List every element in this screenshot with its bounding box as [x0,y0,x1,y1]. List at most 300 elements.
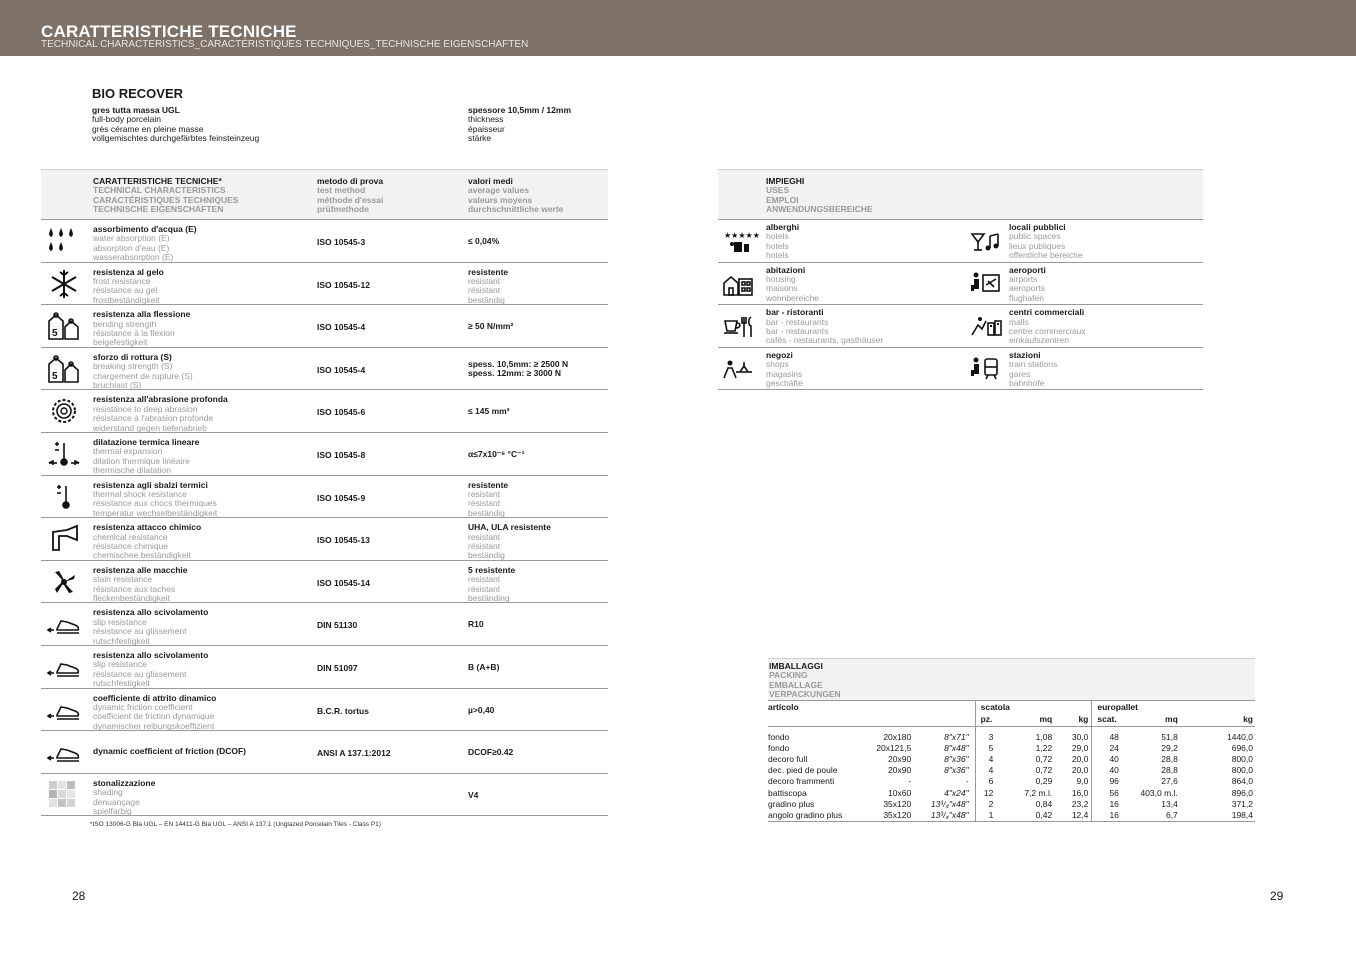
uses-header [718,169,1203,220]
tech-method: DIN 51097 [317,662,358,673]
uses-table [718,169,1203,390]
tech-row [41,731,608,774]
use-de: flughafen [1009,292,1044,303]
tech-method: ISO 10545-12 [317,279,370,290]
uses-row [718,263,1203,306]
box-kg: 30,0 [1071,731,1089,742]
article-name: gradino plus [768,798,815,809]
article-size: 35x120 [883,798,912,809]
label-en: bending strength [93,318,157,329]
packing-row [768,754,1255,765]
tech-label [93,608,208,646]
label-en: slip resistance [93,659,147,670]
pallet-kg: 371,2 [1231,798,1253,809]
pallet-sqm: 13,4 [1161,798,1178,809]
pallet-sqm: 28,8 [1161,765,1178,776]
pallet-boxes: 48 [1092,732,1125,743]
shoe-slip-icon [47,737,81,767]
packing-header-de: VERPACKUNGEN [769,689,841,700]
label-it: resistenza allo scivolamento [93,649,209,660]
header-title: CARATTERISTICHE TECNICHE [41,22,297,41]
material-fr: grès cérame en pleine masse [92,123,204,134]
sub-pz: pz. [975,714,999,727]
label-de: bruchlast (S) [93,380,142,390]
value-en: resistant [468,531,501,542]
tech-method: DIN 51130 [317,620,358,631]
box-pieces: 2 [975,799,999,810]
tech-row [41,646,608,689]
shoe-slip-icon [47,695,81,725]
uses-header-text [766,177,873,215]
use-fr: hotels [766,240,789,251]
label-fr: coefficient de friction dynamique [93,711,215,722]
uses-header-fr: EMPLOI [766,194,799,205]
article-size: 20x180 [883,731,912,742]
tech-method: ISO 10545-6 [317,407,366,418]
label-en: thermal shock resistance [93,488,188,499]
tech-label [93,747,246,756]
pallet-boxes: 56 [1092,788,1125,799]
tech-value: α≤7x10⁻⁶ °C⁻¹ [468,448,525,459]
label-it: resistenza all'abrasione profonda [93,394,228,405]
header-characteristics [93,177,238,215]
page-number-right: 29 [1270,889,1284,903]
tech-method: ANSI A 137.1:2012 [317,748,391,759]
pallet-kg: 896,0 [1231,787,1253,798]
article-size: 10x60 [888,787,912,798]
tech-row [41,518,608,561]
label-fr: résistance à la flexion [93,328,175,338]
material-it: gres tutta massa UGL [92,105,180,115]
article-name: decoro frammenti [768,776,835,787]
article-size: 20x90 [888,753,912,764]
label-en: chemical resistance [93,531,168,542]
packing-header-it: IMBALLAGGI [769,661,823,671]
box-sqm: 7,2 m.l. [1024,787,1053,798]
tech-row [41,220,608,263]
shop-icon [722,354,754,384]
value-en: resistant [468,574,501,585]
label-en: dynamic coefficient of friction (DCOF) [93,746,247,757]
tech-value [468,566,515,604]
use-de: hotels [766,250,789,261]
label-fr: résistance au gel [93,285,158,296]
water-drops-icon [47,226,81,256]
thickness-it: spessore 10,5mm / 12mm [468,105,572,115]
product-name: BIO RECOVER [92,86,184,101]
product-block [92,86,183,101]
house-icon [722,269,754,299]
weight-load-icon [47,311,81,341]
packing-row [768,765,1255,776]
thermometer-expansion-icon [47,439,81,469]
label-it: resistenza al gelo [93,266,164,277]
pallet-kg: 800,0 [1231,753,1253,764]
uses-row [718,220,1203,263]
header-values-en: average values [468,185,529,196]
airport-icon [970,269,1002,299]
tech-label [93,481,217,519]
box-kg: 20,0 [1071,753,1089,764]
label-en: frost resistance [93,276,151,286]
use-fr: bar - restaurants [766,326,829,336]
tech-method: B.C.R. tortus [317,705,369,716]
tech-method: ISO 10545-9 [317,492,366,503]
label-fr: chargement de rupture (S) [93,370,193,381]
tech-value: V4 [468,789,479,800]
pallet-boxes: 16 [1092,799,1125,810]
label-fr: résistance aux chocs thermiques [93,498,217,509]
label-de: rutschfestigkeit [93,678,150,689]
label-en: breaking strength (S) [93,361,173,372]
article-size: 20x121,5 [876,742,912,753]
label-it: resistenza attacco chimico [93,522,202,533]
packing-row [768,799,1255,810]
label-de: wasserabsorption (E) [93,252,174,263]
value-fr: résistant [468,540,501,551]
use-label [766,266,819,304]
box-sqm: 0,84 [1035,798,1053,809]
technical-table-header [41,169,608,220]
group-pallet: europallet [1092,701,1255,714]
use-en: bar - restaurants [766,316,829,327]
sub-kg2: kg [1178,714,1255,727]
page-number-left: 28 [72,889,86,903]
tech-row [41,689,608,732]
tech-row [41,263,608,306]
box-kg: 29,0 [1071,742,1089,753]
use-it: aeroporti [1009,264,1046,275]
use-it: locali pubblici [1009,222,1066,232]
label-en: stain resistance [93,574,153,585]
packing-row [768,788,1255,799]
packing-subheader [768,714,1255,727]
use-fr: aeroports [1009,283,1045,294]
group-box: scatola [975,701,1092,714]
svg-text:5: 5 [52,370,58,382]
box-kg: 16,0 [1071,787,1089,798]
label-de: chemischee beständigkeit [93,550,191,561]
pallet-kg: 696,0 [1231,742,1253,753]
pallet-boxes: 40 [1092,765,1125,776]
article-size: 20x90 [888,765,912,776]
cocktail-music-icon [970,226,1002,256]
uses-header-it: IMPIEGHI [766,176,805,186]
tech-row [41,476,608,519]
value-it: 5 resistente [468,564,516,575]
label-de: temperatur wechselbeständigkeit [93,507,218,518]
article-inch-size: 13³/₄"x48" [930,798,969,809]
use-en: hotels [766,231,789,242]
label-de: dynamischer reibungskoeffizient [93,720,215,731]
box-sqm: 1,22 [1035,742,1053,753]
value-line-2: spess. 12mm: ≥ 3000 N [468,368,562,379]
article-name: fondo [768,742,790,753]
use-de: cafés - restaurants, gasthäuser [766,335,884,346]
box-kg: 9,0 [1076,776,1089,787]
header-method-en: test method [317,185,366,196]
sub-mq2: mq [1125,714,1178,727]
stain-splash-icon [47,567,81,597]
use-de: wohnbereiche [766,292,819,303]
pallet-kg: 864,0 [1231,776,1253,787]
mall-icon [970,311,1002,341]
box-kg: 20,0 [1071,765,1089,776]
label-de: widerstand gegen tiefenabrieb [93,422,207,433]
pallet-sqm: 27,6 [1161,776,1178,787]
label-it: assorbimento d'acqua (E) [93,224,197,234]
use-label [1009,266,1046,304]
shading-squares-icon [47,780,81,810]
use-en: malls [1009,316,1029,327]
use-en: airports [1009,274,1038,284]
label-en: slip resistance [93,616,147,627]
pallet-sqm: 29,2 [1161,742,1178,753]
pallet-kg: 198,4 [1178,810,1255,822]
use-label [766,308,883,346]
packing-group-header [768,701,1255,714]
value-en: resistant [468,488,501,499]
header-method-de: prüfmethode [317,204,369,215]
label-fr: absorption d'eau (E) [93,242,170,253]
tech-value [468,360,568,379]
weight-load-icon [47,354,81,384]
header-band [0,0,1356,56]
pallet-boxes: 24 [1092,743,1125,754]
tech-value: R10 [468,619,484,630]
uses-row [718,348,1203,391]
label-it: sforzo di rottura (S) [93,351,172,362]
article-inch-size: 8"x36" [944,765,969,776]
use-en: train stations [1009,359,1058,370]
article-inch-size: 4"x24" [944,787,969,798]
tech-label [93,566,188,604]
thermometer-icon [47,482,81,512]
label-en: resistance to deep abrasion [93,403,198,414]
value-de: beständig [468,507,505,518]
packing-header-text [769,662,841,700]
use-de: offentliche bereiche [1009,250,1083,261]
tech-value: DCOF≥0.42 [468,747,514,758]
tech-value: µ>0,40 [468,704,495,715]
header-char-fr: CARACTÉRISTIQUES TECHNIQUES [93,194,239,205]
header-char-de: TECHNISCHE EIGENSCHAFTEN [93,204,224,215]
tech-row [41,774,608,817]
cup-cutlery-icon [722,311,754,341]
tech-method: ISO 10545-4 [317,364,366,375]
article-inch-size: - [965,776,969,787]
packing-row [768,732,1255,743]
label-de: spielfarbig [93,805,132,816]
article-inch-size: 13³/₄"x48" [911,810,975,822]
header-char-en: TECHNICAL CHARACTERISTICS [93,185,226,196]
article-inch-size: 8"x48" [944,742,969,753]
pallet-sqm: 403,0 m.l. [1140,787,1178,798]
train-station-icon [970,354,1002,384]
label-en: thermal expansion [93,446,163,457]
tech-row [41,603,608,646]
value-fr: résistant [468,583,501,594]
use-label [1009,351,1057,389]
value-fr: résistant [468,498,501,509]
pallet-kg: 1440,0 [1227,731,1253,742]
packing-row [768,743,1255,754]
box-sqm: 0,72 [1035,765,1053,776]
label-de: beigefestigkeit [93,337,148,348]
packing-table [768,658,1255,822]
article-name: dec. pied de poule [768,765,838,776]
article-size: 35x120 [865,810,911,822]
packing-header [768,658,1255,700]
header-values-fr: valeurs moyens [468,194,533,205]
box-pieces: 4 [975,765,999,776]
use-it: alberghi [766,222,800,232]
article-name: angolo gradino plus [768,810,865,822]
tech-label [93,779,155,817]
tech-label [93,523,201,561]
header-method-it: metodo di prova [317,176,384,186]
tech-value [468,481,508,519]
use-it: abitazioni [766,264,806,275]
label-fr: résistance chimique [93,540,169,551]
use-de: bahnhofe [1009,378,1045,388]
label-fr: dilation thermique linéaire [93,455,190,466]
label-it: coefficiente di attrito dinamico [93,692,217,703]
label-fr: résistance au glissement [93,668,187,679]
label-it: resistenza agli sbalzi termici [93,479,208,490]
svg-text:★★★★★: ★★★★★ [724,231,760,240]
label-de: fleckenbeständigkeit [93,592,171,603]
tech-row [41,433,608,476]
hotel-icon [722,226,760,256]
box-kg: 12,4 [1052,810,1092,822]
article-name: battiscopa [768,787,807,798]
header-values [468,177,563,215]
box-pieces: 12 [975,788,999,799]
tech-method: ISO 10545-4 [317,322,366,333]
tech-method: ISO 10545-8 [317,449,366,460]
product-material [92,106,259,144]
use-fr: magasins [766,368,803,379]
tech-value [468,268,508,306]
uses-header-de: ANWENDUNGSBEREICHE [766,204,873,215]
packing-header-en: PACKING [769,670,808,681]
uses-header-en: USES [766,185,790,196]
label-fr: denuançage [93,796,140,807]
packing-row [768,810,1255,822]
tech-label [93,353,193,391]
label-en: shading [93,787,123,798]
use-en: public spaces [1009,231,1061,242]
label-it: resistenza allo scivolamento [93,607,209,618]
value-fr: résistant [468,285,501,296]
label-it: resistenza alla flessione [93,309,191,320]
sub-scat: scat. [1092,714,1125,727]
article-size: - [908,776,912,787]
header-values-de: durchschnittliche werte [468,204,564,215]
pallet-kg: 800,0 [1231,765,1253,776]
label-it: dilatazione termica lineare [93,436,200,447]
tech-value: ≤ 145 mm³ [468,406,510,417]
use-label [1009,223,1083,261]
tech-value: ≤ 0,04% [468,236,500,246]
tech-label [93,225,197,263]
thickness-fr: épaisseur [468,123,505,134]
packing-row [768,776,1255,787]
header-method [317,177,383,215]
use-fr: maisons [766,283,798,294]
material-de: vollgemischtes durchgefärbtes feinsteinzeug [92,133,260,144]
packing-header-fr: EMBALLAGE [769,679,823,690]
shoe-slip-icon [47,609,81,639]
pallet-boxes: 96 [1092,776,1125,787]
tech-row [41,305,608,348]
header-values-it: valori medi [468,176,513,186]
pallet-sqm: 28,8 [1161,753,1178,764]
box-pieces: 1 [975,810,999,822]
use-de: geschäfte [766,378,803,388]
value-en: resistant [468,276,501,286]
box-pieces: 5 [975,743,999,754]
label-de: thermische dilatation [93,465,171,476]
tech-label [93,395,228,433]
use-en: shops [766,359,789,370]
uses-row [718,305,1203,348]
box-sqm: 0,72 [1035,753,1053,764]
tech-label [93,310,190,348]
label-it: resistenza alle macchie [93,564,188,575]
material-en: full-body porcelain [92,114,161,125]
label-en: dynamic friction coefficient [93,701,193,712]
use-it: bar - ristoranti [766,307,824,318]
tech-footnote: *ISO 13006-G Bla UGL – EN 14411-G Bla UGL – ANSI A 137.1 (Unglazed Porcelain Tiles - Class P1) [90,821,381,828]
sub-mq: mq [999,714,1052,727]
label-fr: résistance aux taches [93,583,176,594]
article-inch-size: 8"x36" [944,753,969,764]
tech-label [93,694,216,732]
use-en: housing [766,274,796,284]
value-de: beständing [468,592,510,603]
article-name: fondo [768,731,790,742]
use-label [766,351,803,389]
label-fr: résistance à l'abrasion profonde [93,413,214,424]
header-char-it: CARATTERISTICHE TECNICHE* [93,176,222,186]
value-line-1: spess. 10,5mm: ≥ 2500 N [468,358,569,369]
pallet-boxes: 16 [1092,810,1125,822]
tech-method: ISO 10545-14 [317,577,370,588]
box-sqm: 0,42 [999,810,1052,822]
tech-value [468,523,551,561]
box-kg: 23,2 [1071,798,1089,809]
tech-value: ≥ 50 N/mm² [468,321,514,332]
box-sqm: 1,08 [1035,731,1053,742]
tech-label [93,651,208,689]
thickness-de: stärke [468,133,492,144]
value-de: beständig [468,294,505,305]
chemical-spray-icon [47,524,81,554]
value-it: resistente [468,266,509,277]
value-de: beständig [468,550,505,561]
label-it: stonalizzazione [93,777,156,788]
tech-row [41,348,608,391]
box-pieces: 3 [975,732,999,743]
product-thickness [468,106,571,144]
packing-rows [768,732,1255,822]
use-label [766,223,799,261]
value-it: resistente [468,479,509,490]
use-it: centri commerciali [1009,307,1085,318]
use-fr: lieux publiques [1009,240,1066,251]
